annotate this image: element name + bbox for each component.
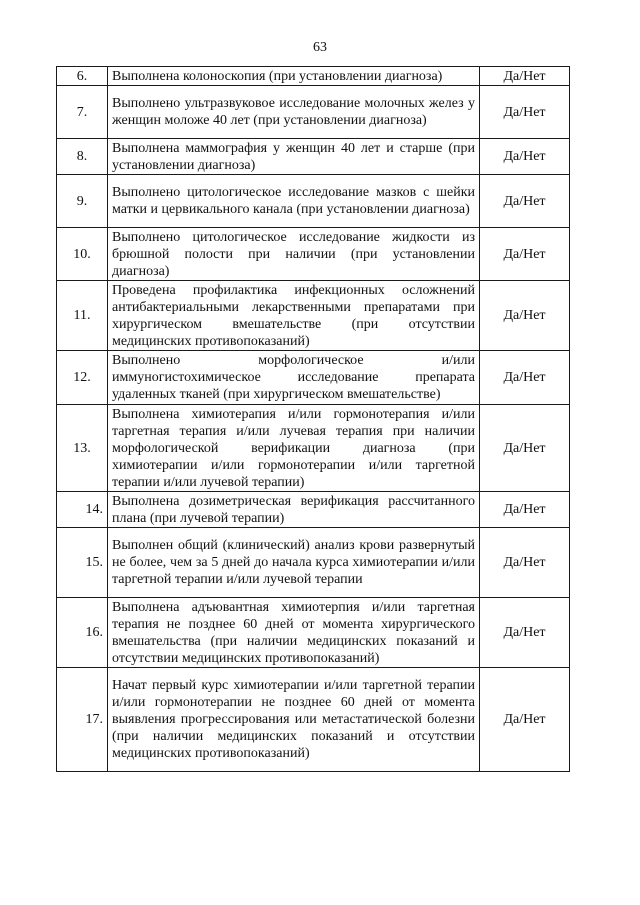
table-row — [57, 86, 570, 139]
row-answer: Да/Нет — [480, 67, 570, 86]
row-answer: Да/Нет — [480, 175, 570, 228]
row-number: 15. — [57, 528, 108, 598]
table-row — [57, 492, 570, 528]
row-criterion: Выполнена маммография у женщин 40 лет и старше (при установлении диагноза) — [108, 139, 480, 175]
row-criterion: Выполнено ультразвуковое исследование молочных желез у женщин моложе 40 лет (при установлении диагноза) — [108, 86, 480, 139]
row-number: 17. — [57, 668, 108, 772]
row-criterion: Выполнена колоноскопия (при установлении диагноза) — [108, 67, 480, 86]
row-answer: Да/Нет — [480, 492, 570, 528]
row-criterion: Выполнена химиотерапия и/или гормонотерапия и/или таргетная терапия и/или лучевая терапия при наличии морфологической верификации диагноза (при химиотерапии и/или гормонотерапии и/или таргетной терапии и/или лучевой терапии) — [108, 405, 480, 492]
row-number: 16. — [57, 598, 108, 668]
page-number: 63 — [313, 40, 327, 55]
table-row — [57, 281, 570, 351]
table-row — [57, 228, 570, 281]
row-answer: Да/Нет — [480, 351, 570, 405]
row-criterion: Проведена профилактика инфекционных осложнений антибактериальными лекарственными препаратами при хирургическом вмешательстве (при отсутствии медицинских противопоказаний) — [108, 281, 480, 351]
table-row — [57, 598, 570, 668]
table-row — [57, 668, 570, 772]
row-criterion: Выполнен общий (клинический) анализ крови развернутый не более, чем за 5 дней до начала курса химиотерапии и/или таргетной терапии и/или лучевой терапии — [108, 528, 480, 598]
table-row — [57, 67, 570, 86]
row-criterion: Выполнено цитологическое исследование мазков с шейки матки и цервикального канала (при установлении диагноза) — [108, 175, 480, 228]
row-criterion: Выполнена дозиметрическая верификация рассчитанного плана (при лучевой терапии) — [108, 492, 480, 528]
row-answer: Да/Нет — [480, 668, 570, 772]
criteria-table — [56, 66, 570, 772]
row-answer: Да/Нет — [480, 228, 570, 281]
row-number: 14. — [57, 492, 108, 528]
row-answer: Да/Нет — [480, 598, 570, 668]
row-number: 6. — [57, 67, 108, 86]
table-row — [57, 139, 570, 175]
row-number: 8. — [57, 139, 108, 175]
row-answer: Да/Нет — [480, 528, 570, 598]
table-row — [57, 351, 570, 405]
row-criterion: Начат первый курс химиотерапии и/или таргетной терапии и/или гормонотерапии не позднее 60 дней от момента выявления прогрессирования или метастатической болезни (при наличии медицинских показаний и отсутствии медицинских противопоказаний) — [108, 668, 480, 772]
table-row — [57, 175, 570, 228]
row-number: 7. — [57, 86, 108, 139]
row-number: 12. — [57, 351, 108, 405]
row-number: 9. — [57, 175, 108, 228]
row-answer: Да/Нет — [480, 139, 570, 175]
row-number: 13. — [57, 405, 108, 492]
row-answer: Да/Нет — [480, 281, 570, 351]
row-criterion: Выполнено цитологическое исследование жидкости из брюшной полости при наличии (при установлении диагноза) — [108, 228, 480, 281]
table-row — [57, 528, 570, 598]
row-number: 10. — [57, 228, 108, 281]
row-criterion: Выполнено морфологическое и/или иммуногистохимическое исследование препарата удаленных тканей (при хирургическом вмешательстве) — [108, 351, 480, 405]
row-number: 11. — [57, 281, 108, 351]
row-answer: Да/Нет — [480, 86, 570, 139]
table-row — [57, 405, 570, 492]
row-answer: Да/Нет — [480, 405, 570, 492]
row-criterion: Выполнена адъювантная химиотерпия и/или таргетная терапия не позднее 60 дней от момента хирургического вмешательства (при наличии медицинских показаний и отсутствии медицинских противопоказаний) — [108, 598, 480, 668]
